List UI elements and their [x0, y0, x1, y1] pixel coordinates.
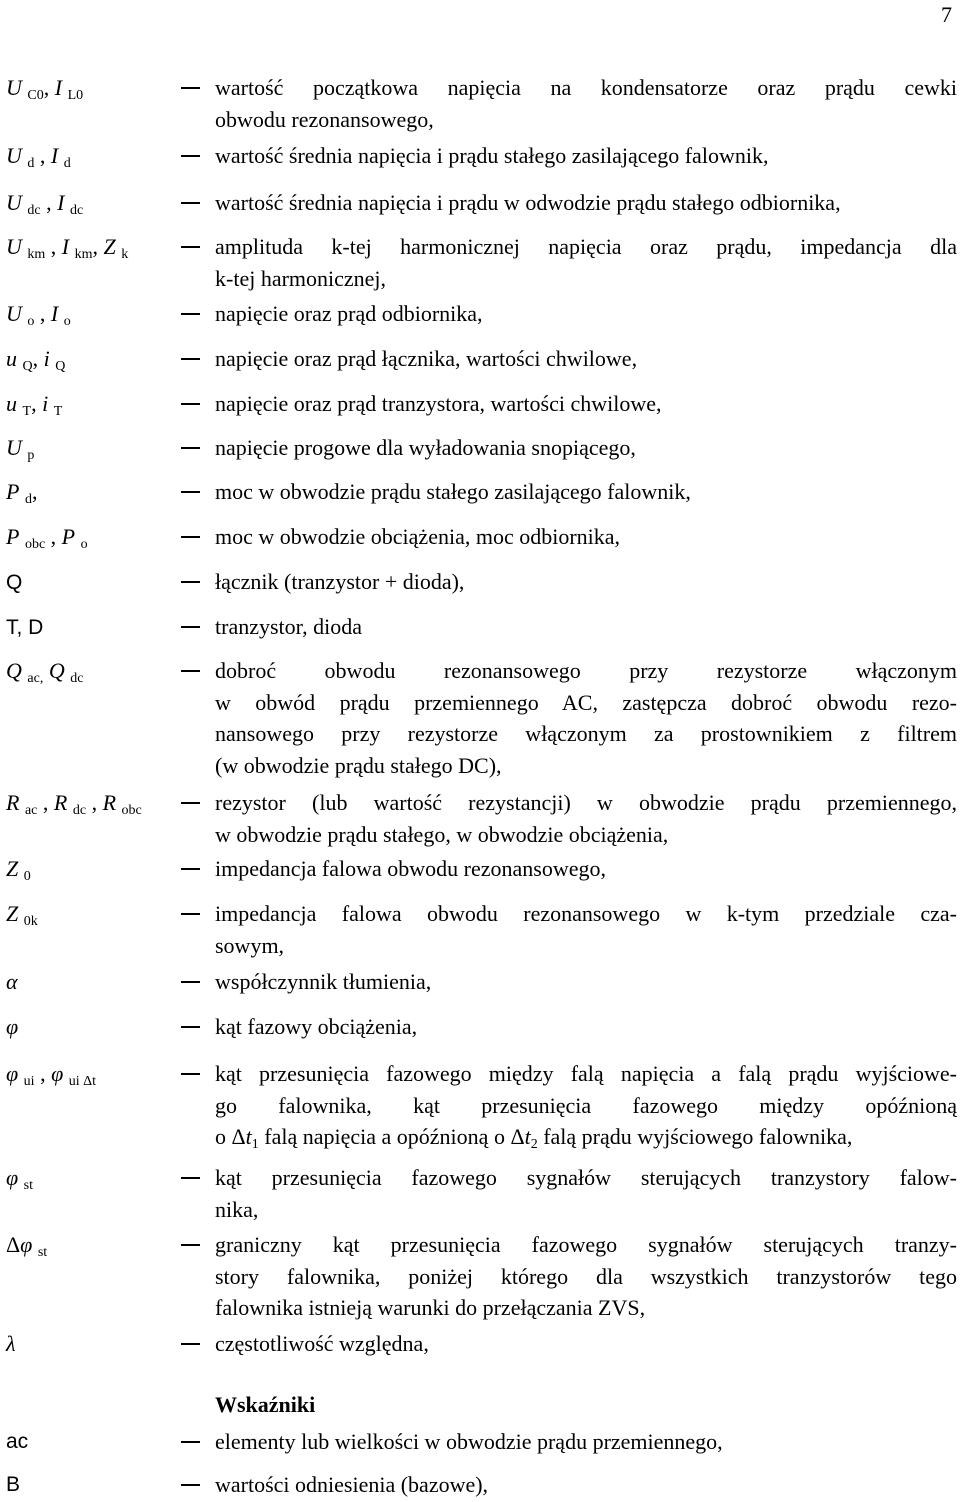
- index-symbol: B: [6, 1473, 21, 1496]
- description-line: obwodu rezonansowego,: [215, 106, 434, 132]
- em-dash-separator: [181, 87, 200, 89]
- symbol-description: [215, 432, 957, 464]
- description-line: sowym,: [215, 932, 285, 958]
- symbol-description: [215, 1011, 957, 1043]
- em-dash-separator: [181, 313, 200, 315]
- index-description: [215, 1426, 957, 1458]
- description-line: w obwodzie prądu stałego, w obwodzie obciążenia,: [215, 821, 669, 847]
- symbol-symbol: φ: [6, 1014, 19, 1039]
- description-line: wartości odniesienia (bazowe),: [215, 1472, 489, 1497]
- symbol-description: [215, 1162, 957, 1225]
- em-dash-separator: [181, 981, 200, 983]
- em-dash-separator: [181, 1177, 200, 1179]
- description-line: tranzystor, dioda: [215, 614, 362, 639]
- description-line: dobroć obwodu rezonansowego przy rezystorze włączonym: [215, 658, 957, 683]
- symbol-symbol: Δφ $_{st}$: [6, 1232, 48, 1260]
- em-dash-separator: [181, 913, 200, 915]
- symbol-symbol: φ $_{st}$: [6, 1165, 34, 1193]
- symbol-description: [215, 655, 957, 781]
- symbol-symbol: u $_T$, i $_T$: [6, 391, 63, 419]
- symbol-description: [215, 566, 957, 598]
- em-dash-separator: [181, 447, 200, 449]
- symbol-description: [215, 343, 957, 375]
- description-line: kąt fazowy obciążenia,: [215, 1014, 418, 1039]
- em-dash-separator: [181, 1073, 200, 1075]
- em-dash-separator: [181, 202, 200, 204]
- description-line: (w obwodzie prądu stałego DC),: [215, 752, 502, 778]
- symbol-description: [215, 231, 957, 294]
- description-line: rezystor (lub wartość rezystancji) w obwodzie prądu przemiennego,: [215, 790, 957, 815]
- description-line: moc w obwodzie obciążenia, moc odbiornika,: [215, 524, 621, 549]
- description-line: impedancja falowa obwodu rezonansowego,: [215, 856, 606, 881]
- description-line: napięcie progowe dla wyładowania snopiącego,: [215, 435, 636, 460]
- description-line: moc w obwodzie prądu stałego zasilającego falownik,: [215, 479, 691, 504]
- symbol-description: [215, 966, 957, 998]
- index-description: [215, 1469, 957, 1501]
- description-line: o $\Delta t_1$ falą napięcia a opóźnioną o $\Delta t_2$ falą prądu wyjściowego falownika,: [215, 1124, 853, 1152]
- symbol-description: [215, 853, 957, 885]
- em-dash-separator: [181, 1484, 200, 1486]
- description-line: napięcie oraz prąd odbiornika,: [215, 301, 483, 326]
- description-line: częstotliwość względna,: [215, 1331, 429, 1356]
- description-line: go falownika, kąt przesunięcia fazowego między opóźnioną: [215, 1092, 957, 1118]
- symbol-symbol: T, D: [6, 616, 44, 639]
- description-line: falownika istnieją warunki do przełączania ZVS,: [215, 1295, 646, 1320]
- symbol-symbol: U $_p$: [6, 435, 35, 463]
- em-dash-separator: [181, 802, 200, 804]
- em-dash-separator: [181, 358, 200, 360]
- page-number: 7: [941, 2, 952, 27]
- symbol-description: [215, 1229, 957, 1324]
- symbol-symbol: U $_o$ , I $_o$: [6, 301, 71, 329]
- em-dash-separator: [181, 1343, 200, 1345]
- description-line: nika,: [215, 1196, 259, 1222]
- symbol-description: [215, 898, 957, 961]
- symbol-symbol: Z $_0$: [6, 856, 31, 884]
- description-line: graniczny kąt przesunięcia fazowego sygnałów sterujących tranzy-: [215, 1232, 957, 1257]
- description-line: impedancja falowa obwodu rezonansowego w k-tym przedziale cza-: [215, 901, 957, 926]
- symbol-symbol: P $_d$,: [6, 479, 38, 507]
- symbol-description: [215, 140, 957, 172]
- symbol-description: [215, 611, 957, 643]
- em-dash-separator: [181, 1441, 200, 1443]
- em-dash-separator: [181, 581, 200, 583]
- symbol-symbol: U $_{dc}$ , I $_{dc}$: [6, 190, 84, 218]
- description-line: wartość średnia napięcia i prądu w odwodzie prądu stałego odbiornika,: [215, 190, 841, 215]
- description-line: kąt przesunięcia fazowego sygnałów sterujących tranzystory falow-: [215, 1165, 957, 1190]
- symbol-symbol: R $_{ac}$ , R $_{dc}$ , R $_{obc}$: [6, 790, 142, 818]
- symbol-symbol: Q $_{ac,}$ Q $_{dc}$: [6, 658, 84, 686]
- symbol-description: [215, 187, 957, 219]
- em-dash-separator: [181, 626, 200, 628]
- description-line: łącznik (tranzystor + dioda),: [215, 569, 465, 594]
- em-dash-separator: [181, 155, 200, 157]
- description-line: wartość początkowa napięcia na kondensatorze oraz prądu cewki: [215, 75, 957, 100]
- description-line: w obwód prądu przemiennego AC, zastępcza dobroć obwodu rezo-: [215, 689, 957, 715]
- symbol-symbol: P $_{obc}$ , P $_o$: [6, 524, 88, 552]
- symbol-symbol: U $_{C0}$, I $_{L0}$: [6, 75, 84, 103]
- symbol-symbol: U $_d$ , I $_d$: [6, 143, 71, 171]
- em-dash-separator: [181, 1026, 200, 1028]
- description-line: wartość średnia napięcia i prądu stałego zasilającego falownik,: [215, 143, 769, 168]
- symbol-description: [215, 72, 957, 135]
- index-symbol: ac: [6, 1430, 29, 1453]
- symbol-symbol: λ: [6, 1331, 16, 1356]
- em-dash-separator: [181, 1244, 200, 1246]
- em-dash-separator: [181, 491, 200, 493]
- em-dash-separator: [181, 868, 200, 870]
- description-line: amplituda k-tej harmonicznej napięcia oraz prądu, impedancja dla: [215, 234, 957, 259]
- em-dash-separator: [181, 403, 200, 405]
- symbol-symbol: α: [6, 969, 18, 994]
- symbol-description: [215, 1328, 957, 1360]
- symbol-description: [215, 1058, 957, 1153]
- description-line: nansowego przy rezystorze włączonym za prostownikiem z filtrem: [215, 721, 957, 746]
- symbol-symbol: φ $_{ui}$ , φ $_{ui \Delta t}$: [6, 1061, 97, 1089]
- em-dash-separator: [181, 670, 200, 672]
- symbol-symbol: u $_Q$, i $_Q$: [6, 346, 66, 374]
- description-line: napięcie oraz prąd tranzystora, wartości chwilowe,: [215, 391, 662, 416]
- symbol-symbol: U $_{km}$ , I $_{km}$, Z $_k$: [6, 234, 129, 262]
- em-dash-separator: [181, 246, 200, 248]
- indices-heading: Wskaźniki: [215, 1392, 316, 1417]
- description-line: kąt przesunięcia fazowego między falą napięcia a falą prądu wyjściowe-: [215, 1061, 957, 1086]
- symbol-description: [215, 388, 957, 420]
- em-dash-separator: [181, 536, 200, 538]
- description-line: story falownika, poniżej którego dla wszystkich tranzystorów tego: [215, 1263, 957, 1289]
- description-line: napięcie oraz prąd łącznika, wartości chwilowe,: [215, 346, 638, 371]
- description-line: współczynnik tłumienia,: [215, 969, 432, 994]
- symbol-description: [215, 298, 957, 330]
- symbol-description: [215, 476, 957, 508]
- description-line: k-tej harmonicznej,: [215, 265, 387, 291]
- symbol-description: [215, 521, 957, 553]
- description-line: elementy lub wielkości w obwodzie prądu przemiennego,: [215, 1429, 723, 1454]
- symbol-symbol: Q: [6, 571, 23, 594]
- symbol-description: [215, 787, 957, 850]
- symbol-symbol: Z $_{0k}$: [6, 901, 38, 929]
